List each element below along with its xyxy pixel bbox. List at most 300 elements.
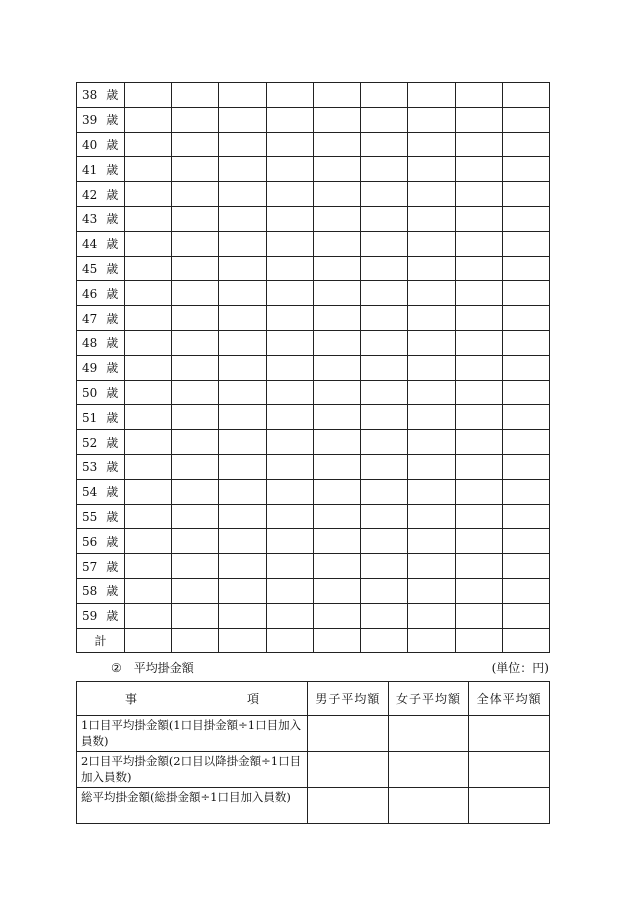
row-label-first-unit-average: 1口目平均掛金額(1口目掛金額÷1口目加入員数)	[77, 716, 308, 752]
data-cell[interactable]	[219, 504, 266, 529]
data-cell[interactable]	[219, 479, 266, 504]
table-row	[77, 107, 550, 132]
data-cell[interactable]	[172, 603, 219, 628]
section-title: 平均掛金額	[133, 661, 194, 675]
data-cell[interactable]	[172, 479, 219, 504]
data-cell[interactable]	[408, 578, 455, 603]
data-cell[interactable]	[455, 504, 502, 529]
data-cell[interactable]	[266, 157, 313, 182]
data-cell[interactable]	[125, 157, 172, 182]
data-cell[interactable]	[502, 454, 549, 479]
data-cell[interactable]	[502, 206, 549, 231]
data-cell[interactable]	[313, 330, 360, 355]
data-cell[interactable]	[408, 256, 455, 281]
data-cell[interactable]	[361, 182, 408, 207]
data-cell[interactable]	[502, 182, 549, 207]
age-unit: 歳	[106, 187, 119, 202]
table-row	[77, 380, 550, 405]
data-cell[interactable]	[219, 430, 266, 455]
data-cell[interactable]	[455, 132, 502, 157]
table-row	[77, 479, 550, 504]
data-cell[interactable]	[361, 430, 408, 455]
total-cell[interactable]	[125, 628, 172, 653]
data-cell[interactable]	[219, 157, 266, 182]
data-cell[interactable]	[313, 206, 360, 231]
data-cell[interactable]	[455, 182, 502, 207]
data-cell[interactable]	[172, 107, 219, 132]
data-cell[interactable]	[361, 405, 408, 430]
table-row	[77, 454, 550, 479]
data-cell[interactable]	[219, 603, 266, 628]
data-cell[interactable]	[172, 405, 219, 430]
data-cell[interactable]	[313, 430, 360, 455]
age-label-cell	[77, 578, 125, 603]
age-unit: 歳	[106, 212, 119, 227]
data-cell[interactable]	[125, 430, 172, 455]
data-cell[interactable]	[125, 182, 172, 207]
data-cell[interactable]	[313, 504, 360, 529]
data-cell[interactable]	[455, 603, 502, 628]
age-unit: 歳	[106, 336, 119, 351]
data-cell[interactable]	[125, 479, 172, 504]
age-value: 44	[82, 237, 98, 252]
age-value: 48	[82, 336, 98, 351]
data-cell[interactable]	[502, 231, 549, 256]
data-cell[interactable]	[125, 206, 172, 231]
data-cell[interactable]	[502, 107, 549, 132]
data-cell[interactable]	[361, 281, 408, 306]
data-cell[interactable]	[219, 306, 266, 331]
data-cell[interactable]	[361, 157, 408, 182]
data-cell[interactable]	[455, 281, 502, 306]
data-cell[interactable]	[502, 529, 549, 554]
data-cell[interactable]	[313, 380, 360, 405]
section-heading	[111, 659, 194, 676]
data-cell[interactable]	[219, 554, 266, 579]
male-average-header: 男子平均額	[308, 682, 389, 716]
data-cell[interactable]	[172, 380, 219, 405]
data-cell[interactable]	[455, 107, 502, 132]
table-row	[77, 578, 550, 603]
data-cell[interactable]	[408, 554, 455, 579]
total-cell[interactable]	[266, 628, 313, 653]
age-unit: 歳	[106, 485, 119, 500]
data-cell[interactable]	[125, 529, 172, 554]
data-cell[interactable]	[266, 206, 313, 231]
age-value: 43	[82, 212, 98, 227]
age-unit: 歳	[106, 559, 119, 574]
age-value: 46	[82, 286, 98, 301]
data-cell[interactable]	[361, 380, 408, 405]
data-cell[interactable]	[313, 182, 360, 207]
overall-value-cell[interactable]	[469, 716, 550, 752]
data-cell[interactable]	[502, 330, 549, 355]
data-cell[interactable]	[313, 157, 360, 182]
data-cell[interactable]	[125, 231, 172, 256]
male-value-cell[interactable]	[308, 716, 389, 752]
data-cell[interactable]	[313, 405, 360, 430]
data-cell[interactable]	[125, 355, 172, 380]
item-header-right: 項	[247, 692, 260, 706]
age-label-cell	[77, 231, 125, 256]
data-cell[interactable]	[455, 578, 502, 603]
data-cell[interactable]	[172, 554, 219, 579]
data-cell[interactable]	[266, 554, 313, 579]
age-label-cell	[77, 479, 125, 504]
data-cell[interactable]	[219, 83, 266, 108]
data-cell[interactable]	[408, 454, 455, 479]
data-cell[interactable]	[266, 107, 313, 132]
table-row	[77, 132, 550, 157]
data-cell[interactable]	[266, 231, 313, 256]
female-value-cell[interactable]	[388, 716, 469, 752]
age-value: 58	[82, 584, 98, 599]
age-table-body	[77, 83, 550, 653]
data-cell[interactable]	[125, 330, 172, 355]
table-row	[77, 603, 550, 628]
data-cell[interactable]	[219, 330, 266, 355]
data-cell[interactable]	[172, 157, 219, 182]
data-cell[interactable]	[219, 380, 266, 405]
data-cell[interactable]	[125, 107, 172, 132]
male-value-cell[interactable]	[308, 788, 389, 824]
data-cell[interactable]	[313, 231, 360, 256]
data-cell[interactable]	[313, 355, 360, 380]
table-row	[77, 157, 550, 182]
data-cell[interactable]	[125, 132, 172, 157]
total-cell[interactable]	[172, 628, 219, 653]
data-cell[interactable]	[408, 479, 455, 504]
total-cell[interactable]	[361, 628, 408, 653]
age-label-cell	[77, 182, 125, 207]
table-row	[77, 430, 550, 455]
data-cell[interactable]	[266, 454, 313, 479]
data-cell[interactable]	[266, 306, 313, 331]
data-cell[interactable]	[172, 182, 219, 207]
data-cell[interactable]	[313, 83, 360, 108]
table-row	[77, 752, 550, 788]
data-cell[interactable]	[361, 454, 408, 479]
overall-value-cell[interactable]	[469, 752, 550, 788]
age-label-cell	[77, 405, 125, 430]
age-unit: 歳	[106, 385, 119, 400]
data-cell[interactable]	[408, 330, 455, 355]
unit-note: (単位：円)	[491, 661, 549, 675]
data-cell[interactable]	[361, 107, 408, 132]
data-cell[interactable]	[219, 182, 266, 207]
age-label-cell	[77, 306, 125, 331]
data-cell[interactable]	[455, 83, 502, 108]
data-cell[interactable]	[266, 355, 313, 380]
data-cell[interactable]	[266, 380, 313, 405]
age-label-cell	[77, 603, 125, 628]
item-header-left: 事	[124, 692, 137, 706]
data-cell[interactable]	[361, 355, 408, 380]
age-unit: 歳	[106, 162, 119, 177]
age-value: 50	[82, 385, 98, 400]
table-row	[77, 788, 550, 824]
data-cell[interactable]	[408, 206, 455, 231]
data-cell[interactable]	[219, 355, 266, 380]
table-row	[77, 231, 550, 256]
female-value-cell[interactable]	[388, 752, 469, 788]
data-cell[interactable]	[266, 504, 313, 529]
data-cell[interactable]	[455, 405, 502, 430]
data-cell[interactable]	[172, 306, 219, 331]
data-cell[interactable]	[172, 578, 219, 603]
data-cell[interactable]	[502, 306, 549, 331]
age-value: 40	[82, 137, 98, 152]
data-cell[interactable]	[172, 83, 219, 108]
total-cell[interactable]	[313, 628, 360, 653]
table-row	[77, 529, 550, 554]
table-row	[77, 83, 550, 108]
data-cell[interactable]	[361, 83, 408, 108]
data-cell[interactable]	[361, 256, 408, 281]
total-cell[interactable]	[455, 628, 502, 653]
data-cell[interactable]	[455, 330, 502, 355]
data-cell[interactable]	[266, 182, 313, 207]
age-value: 59	[82, 609, 98, 624]
age-unit: 歳	[106, 311, 119, 326]
data-cell[interactable]	[266, 578, 313, 603]
data-cell[interactable]	[361, 306, 408, 331]
data-cell[interactable]	[125, 405, 172, 430]
data-cell[interactable]	[361, 529, 408, 554]
data-cell[interactable]	[313, 107, 360, 132]
data-cell[interactable]	[408, 380, 455, 405]
data-cell[interactable]	[172, 529, 219, 554]
female-value-cell[interactable]	[388, 788, 469, 824]
data-cell[interactable]	[361, 231, 408, 256]
age-value: 51	[82, 410, 98, 425]
age-value: 41	[82, 162, 98, 177]
data-cell[interactable]	[502, 603, 549, 628]
data-cell[interactable]	[313, 479, 360, 504]
data-cell[interactable]	[172, 355, 219, 380]
data-cell[interactable]	[219, 454, 266, 479]
data-cell[interactable]	[408, 281, 455, 306]
data-cell[interactable]	[219, 256, 266, 281]
data-cell[interactable]	[125, 380, 172, 405]
data-cell[interactable]	[313, 578, 360, 603]
data-cell[interactable]	[313, 454, 360, 479]
table-row	[77, 206, 550, 231]
age-label-cell	[77, 107, 125, 132]
data-cell[interactable]	[408, 231, 455, 256]
data-cell[interactable]	[313, 132, 360, 157]
data-cell[interactable]	[172, 454, 219, 479]
data-cell[interactable]	[502, 157, 549, 182]
data-cell[interactable]	[455, 554, 502, 579]
age-unit: 歳	[106, 509, 119, 524]
data-cell[interactable]	[125, 454, 172, 479]
data-cell[interactable]	[455, 479, 502, 504]
data-cell[interactable]	[455, 157, 502, 182]
data-cell[interactable]	[455, 380, 502, 405]
total-label: 計	[77, 628, 125, 653]
data-cell[interactable]	[502, 578, 549, 603]
total-cell[interactable]	[408, 628, 455, 653]
data-cell[interactable]	[266, 256, 313, 281]
age-distribution-table	[76, 82, 550, 653]
average-contribution-table	[76, 681, 550, 824]
data-cell[interactable]	[125, 306, 172, 331]
data-cell[interactable]	[502, 256, 549, 281]
table-row	[77, 355, 550, 380]
data-cell[interactable]	[125, 603, 172, 628]
data-cell[interactable]	[172, 330, 219, 355]
data-cell[interactable]	[455, 454, 502, 479]
data-cell[interactable]	[172, 206, 219, 231]
data-cell[interactable]	[502, 281, 549, 306]
data-cell[interactable]	[313, 306, 360, 331]
data-cell[interactable]	[266, 603, 313, 628]
data-cell[interactable]	[408, 430, 455, 455]
avg-table-header-row	[77, 682, 550, 716]
data-cell[interactable]	[313, 529, 360, 554]
data-cell[interactable]	[408, 355, 455, 380]
age-value: 42	[82, 187, 98, 202]
data-cell[interactable]	[172, 504, 219, 529]
data-cell[interactable]	[219, 231, 266, 256]
data-cell[interactable]	[219, 405, 266, 430]
data-cell[interactable]	[266, 281, 313, 306]
data-cell[interactable]	[313, 281, 360, 306]
data-cell[interactable]	[408, 504, 455, 529]
data-cell[interactable]	[408, 529, 455, 554]
overall-value-cell[interactable]	[469, 788, 550, 824]
data-cell[interactable]	[502, 479, 549, 504]
data-cell[interactable]	[125, 554, 172, 579]
table-row	[77, 554, 550, 579]
age-label-cell	[77, 355, 125, 380]
table-row	[77, 281, 550, 306]
data-cell[interactable]	[266, 132, 313, 157]
data-cell[interactable]	[172, 132, 219, 157]
data-cell[interactable]	[455, 306, 502, 331]
age-value: 57	[82, 559, 98, 574]
age-unit: 歳	[106, 286, 119, 301]
age-label-cell	[77, 330, 125, 355]
data-cell[interactable]	[125, 578, 172, 603]
age-unit: 歳	[106, 460, 119, 475]
age-unit: 歳	[106, 361, 119, 376]
data-cell[interactable]	[313, 603, 360, 628]
data-cell[interactable]	[219, 206, 266, 231]
data-cell[interactable]	[502, 430, 549, 455]
data-cell[interactable]	[266, 330, 313, 355]
age-value: 53	[82, 460, 98, 475]
data-cell[interactable]	[361, 206, 408, 231]
table-row	[77, 182, 550, 207]
age-unit: 歳	[106, 609, 119, 624]
data-cell[interactable]	[502, 132, 549, 157]
data-cell[interactable]	[219, 107, 266, 132]
data-cell[interactable]	[408, 182, 455, 207]
data-cell[interactable]	[172, 430, 219, 455]
total-cell[interactable]	[219, 628, 266, 653]
data-cell[interactable]	[455, 206, 502, 231]
data-cell[interactable]	[313, 256, 360, 281]
data-cell[interactable]	[408, 83, 455, 108]
data-cell[interactable]	[502, 405, 549, 430]
age-value: 56	[82, 534, 98, 549]
data-cell[interactable]	[408, 306, 455, 331]
data-cell[interactable]	[502, 83, 549, 108]
total-row	[77, 628, 550, 653]
age-label-cell	[77, 554, 125, 579]
total-cell[interactable]	[502, 628, 549, 653]
data-cell[interactable]	[219, 281, 266, 306]
data-cell[interactable]	[172, 231, 219, 256]
data-cell[interactable]	[455, 256, 502, 281]
row-label-second-unit-average: 2口目平均掛金額(2口目以降掛金額÷1口目加入員数)	[77, 752, 308, 788]
age-unit: 歳	[106, 113, 119, 128]
table-row	[77, 405, 550, 430]
data-cell[interactable]	[266, 529, 313, 554]
data-cell[interactable]	[266, 405, 313, 430]
data-cell[interactable]	[502, 355, 549, 380]
data-cell[interactable]	[408, 132, 455, 157]
data-cell[interactable]	[125, 281, 172, 306]
data-cell[interactable]	[266, 479, 313, 504]
age-value: 49	[82, 361, 98, 376]
data-cell[interactable]	[361, 603, 408, 628]
data-cell[interactable]	[502, 380, 549, 405]
data-cell[interactable]	[266, 430, 313, 455]
age-unit: 歳	[106, 534, 119, 549]
data-cell[interactable]	[455, 355, 502, 380]
age-label-cell	[77, 380, 125, 405]
data-cell[interactable]	[408, 603, 455, 628]
age-label-cell	[77, 83, 125, 108]
data-cell[interactable]	[361, 578, 408, 603]
age-unit: 歳	[106, 261, 119, 276]
data-cell[interactable]	[125, 256, 172, 281]
data-cell[interactable]	[455, 231, 502, 256]
table-row	[77, 504, 550, 529]
data-cell[interactable]	[408, 107, 455, 132]
age-unit: 歳	[106, 584, 119, 599]
data-cell[interactable]	[361, 479, 408, 504]
data-cell[interactable]	[361, 554, 408, 579]
data-cell[interactable]	[219, 529, 266, 554]
male-value-cell[interactable]	[308, 752, 389, 788]
section-number: ②	[111, 661, 122, 675]
data-cell[interactable]	[408, 405, 455, 430]
data-cell[interactable]	[313, 554, 360, 579]
data-cell[interactable]	[219, 578, 266, 603]
data-cell[interactable]	[455, 430, 502, 455]
data-cell[interactable]	[125, 83, 172, 108]
data-cell[interactable]	[502, 504, 549, 529]
data-cell[interactable]	[455, 529, 502, 554]
age-unit: 歳	[106, 237, 119, 252]
data-cell[interactable]	[408, 157, 455, 182]
data-cell[interactable]	[361, 330, 408, 355]
data-cell[interactable]	[172, 281, 219, 306]
data-cell[interactable]	[172, 256, 219, 281]
data-cell[interactable]	[125, 504, 172, 529]
data-cell[interactable]	[266, 83, 313, 108]
data-cell[interactable]	[219, 132, 266, 157]
female-average-header: 女子平均額	[388, 682, 469, 716]
data-cell[interactable]	[502, 554, 549, 579]
data-cell[interactable]	[361, 504, 408, 529]
age-value: 52	[82, 435, 98, 450]
data-cell[interactable]	[361, 132, 408, 157]
